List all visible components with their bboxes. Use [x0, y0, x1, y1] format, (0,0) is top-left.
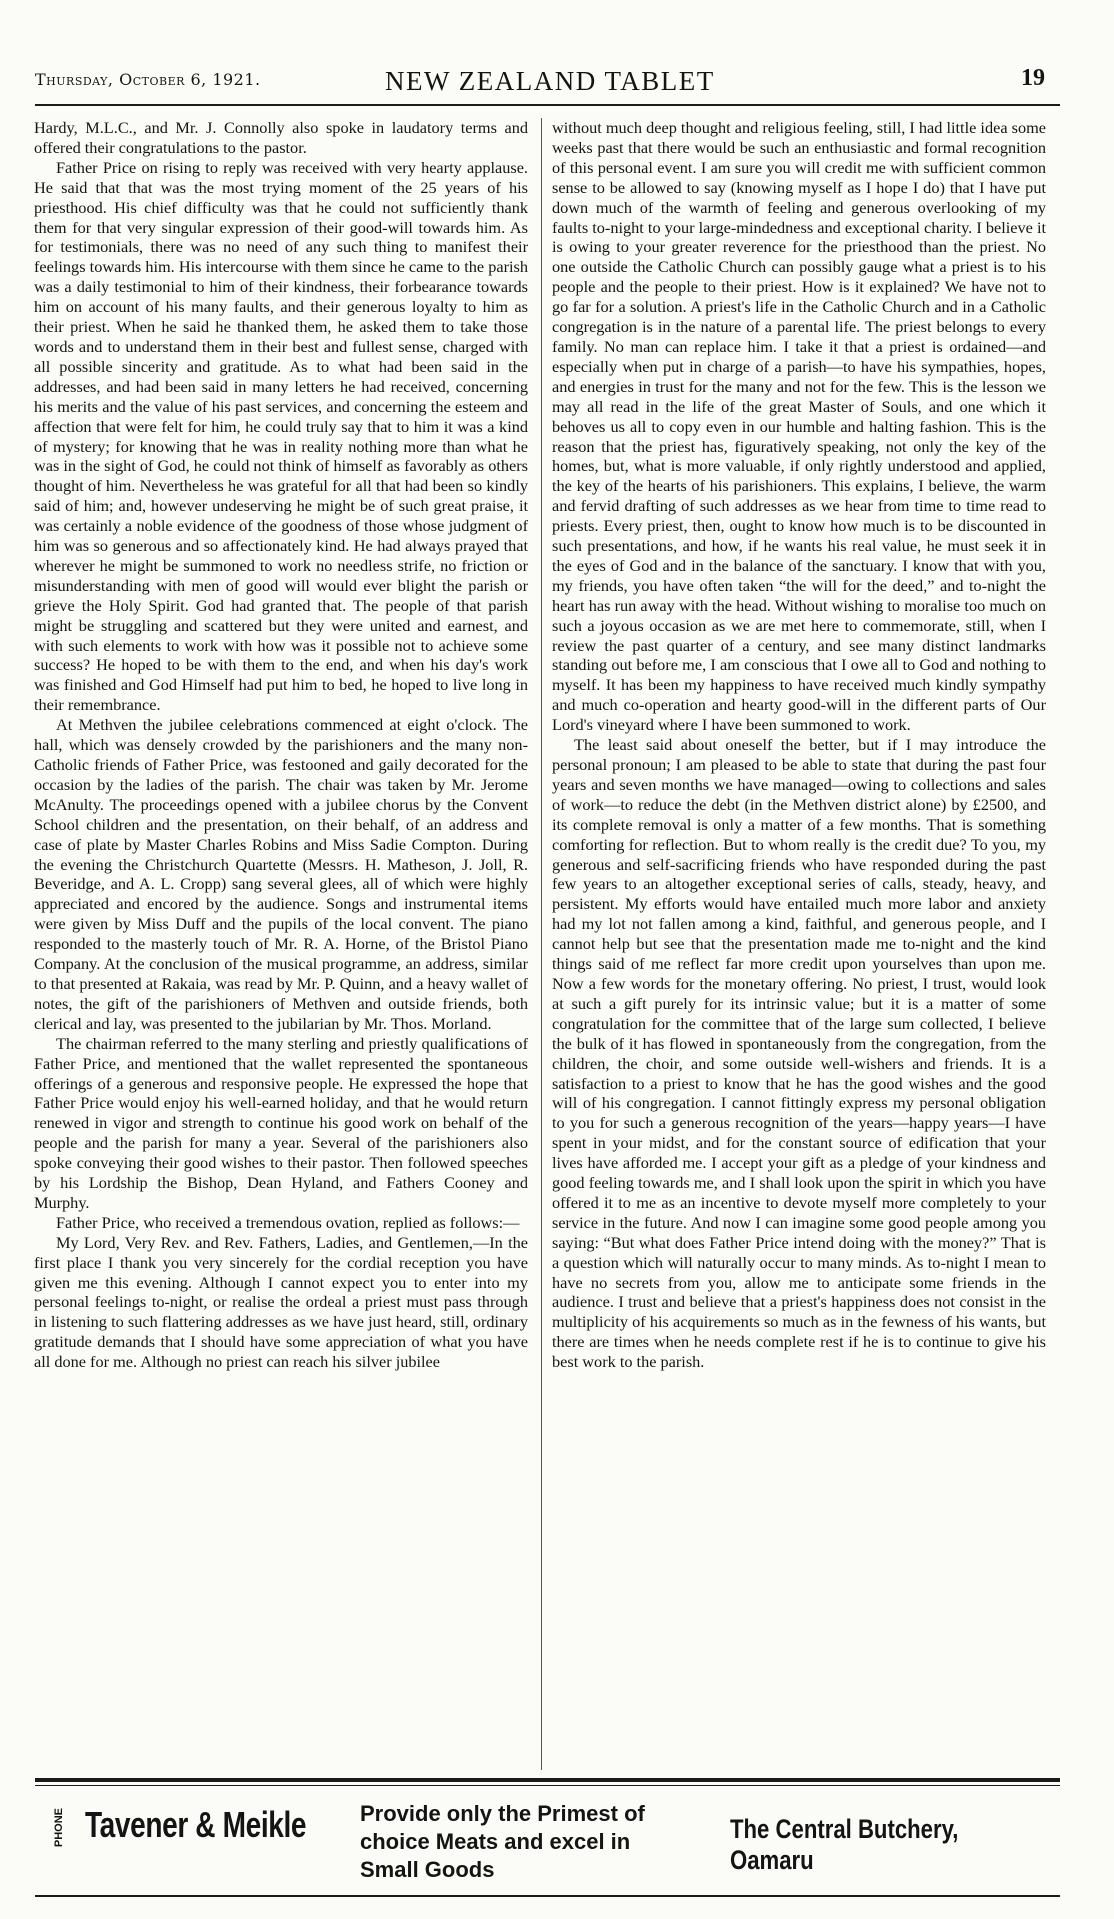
paragraph: The least said about oneself the better, but if I may introduce the personal pronoun; I am pleased to be able to state that during the past four years and seven months we have managed—owing to collections and sales of work—to reduce the debt (in the Methven district alone) by £2500, and its complete removal is only a matter of a few months. That is something comforting for reflection. But to whom really is the credit due? To you, my generous and self-sacrificing friends who have responded during the past few years to an altogether exceptional series of calls, steady, heavy, and persistent. My efforts would have entailed much more labor and anxiety had my lot not fallen among a kind, faithful, and generous people, and I cannot help but see that the presentation made me to-night and the kind things said of me reflect far more credit upon yourselves than upon me. Now a few words for the monetary offering. No priest, I trust, would look at such a gift purely for its intrinsic value; but it is a matter of some congratulation for the committee that of the large sum collected, I believe the bulk of it has flowed in spontaneously from the congregation, from the children, the choir, and some outside well-wishers and friends. It is a satisfaction to a priest to know that he has the good wishes and the good will of his congregation. I cannot fittingly express my personal obligation to you for such a generous recognition of the years—happy years—I have spent in your midst, and for the constant source of edification that your lives have afforded me. I accept your gift as a pledge of your kindness and good feeling towards me, and I shall look upon the spirit in which you have offered it to me as an incentive to devote myself more completely to your service in the future. And now I can imagine some good people among you saying: “But what does Father Price intend doing with the money?” That is a question which will naturally occur to many minds. As to-night I mean to have no secrets from you, allow me to anticipate some friends in the audience. I trust and believe that a priest's happiness does not consist in the multiplicity of his acquirements so much as in the fewness of his wants, but there are times when he needs complete rest if he is to continue to give his best work to the parish. [552, 735, 1046, 1372]
advert-shop-name: The Central Butchery, Oamaru [730, 1814, 959, 1875]
paragraph: The chairman referred to the many sterling and priestly qualifications of Father Price, and mentioned that the wallet represented the spontaneous offerings of a generous and responsive people. He expressed the hope that Father Price would enjoy his well-earned holiday, and that he would return renewed in vigor and strength to continue his good work on behalf of the people and the parish for many a year. Several of the parishioners also spoke conveying their good wishes to their pastor. Then followed speeches by his Lordship the Bishop, Dean Hyland, and Fathers Cooney and Murphy. [34, 1033, 528, 1212]
advert-top-rule-thin [35, 1785, 1060, 1786]
paragraph: Father Price, who received a tremendous ovation, replied as follows:— [56, 1212, 520, 1232]
advert-tagline: Provide only the Primest of choice Meats and excel in Small Goods [360, 1801, 645, 1882]
right-column [552, 118, 1046, 1768]
advert-side-label: PHONE [53, 1808, 65, 1848]
paragraph: My Lord, Very Rev. and Rev. Fathers, Ladies, and Gentlemen,—In the first place I thank you very sincerely for the cordial reception you have given me this evening. Although I cannot expect you to enter into my personal feelings to-night, or realise the ordeal a priest must pass through in listening to such flattering addresses as we have just heard, still, ordinary gratitude demands that I should have some appreciation of what you have all done for me. Although no priest can reach his silver jubilee [34, 1232, 528, 1372]
advertisement [35, 1792, 1060, 1887]
page-number: 19 [1021, 65, 1045, 91]
advert-top-rule [35, 1778, 1060, 1782]
page-header [35, 60, 1045, 100]
paragraph: Father Price on rising to reply was received with very hearty applause. He said that that was the most trying moment of the 25 years of his priesthood. His chief difficulty was that he could not sufficiently thank them for that very singular expression of their good-will towards him. As for testimonials, there was no need of any such thing to manifest their feelings towards him. His intercourse with them since he came to the parish was a daily testimonial to him of their kindness, their forbearance towards him on account of his many faults, and their generous loyalty to him as their priest. When he said he thanked them, he asked them to take those words and to understand them in their best and fullest sense, charged with all possible sincerity and gratitude. As to what had been said in the addresses, and had been said in many letters he had received, concerning his merits and the value of his past services, and concerning the esteem and affection that were felt for him, he could truly say that to him it was a kind of mystery; for knowing that he was in reality nothing more than what he was in the sight of God, he could not think of himself as favorably as others thought of him. Nevertheless he was grateful for all that had been so kindly said of him; and, however undeserving he might be of such great praise, it was certainly a noble evidence of the goodness of those whose judgment of him was so generous and so affectionately kind. He had always prayed that wherever he might be summoned to work no needless strife, no friction or misunderstanding with men of good will would ever blight the parish or grieve the Holy Spirit. God had granted that. The people of that parish might be struggling and scattered but they were united and earnest, and with such elements to work with how was it possible not to achieve some success? He hoped to be with them to the end, and when his day's work was finished and God Himself had put him to bed, he hoped to live long in their remembrance. [34, 157, 528, 715]
advert-business-name: Tavener & Meikle [85, 1804, 307, 1845]
header-rule [35, 104, 1060, 106]
paragraph: At Methven the jubilee celebrations commenced at eight o'clock. The hall, which was densely crowded by the parishioners and the many non-Catholic friends of Father Price, was festooned and gaily decorated for the occasion by the ladies of the parish. The chair was taken by Mr. Jerome McAnulty. The proceedings opened with a jubilee chorus by the Convent School children and the presentation, on their behalf, of an address and case of plate by Master Charles Robins and Miss Sadie Compton. During the evening the Christchurch Quartette (Messrs. H. Matheson, J. Joll, R. Beveridge, and A. L. Cropp) sang several glees, all of which were highly appreciated and encored by the audience. Songs and instrumental items were given by Miss Duff and the pupils of the local convent. The piano responded to the masterly touch of Mr. R. A. Horne, of the Bristol Piano Company. At the conclusion of the musical programme, an address, similar to that presented at Rakaia, was read by Mr. P. Quinn, and a heavy wallet of notes, the gift of the parishioners of Methven and outside friends, both clerical and lay, was presented to the jubilarian by Mr. Thos. Morland. [34, 715, 528, 1033]
column-rule [541, 118, 542, 1770]
paragraph: Hardy, M.L.C., and Mr. J. Connolly also spoke in laudatory terms and offered their congratulations to the pastor. [34, 118, 528, 157]
left-column [34, 118, 528, 1768]
advert-bottom-rule [35, 1895, 1060, 1897]
paragraph: without much deep thought and religious feeling, still, I had little idea some weeks past that there would be such an enthusiastic and formal recognition of this personal event. I am sure you will credit me with sufficient common sense to be allowed to say (knowing myself as I hope I do) that I have put down much of the warmth of feeling and generous overlooking of my faults to-night to your large-mindedness and exceptional charity. I believe it is owing to your greater reverence for the priesthood than the priest. No one outside the Catholic Church can possibly gauge what a priest is to his people and the people to their priest. How is it explained? We have not to go far for a solution. A priest's life in the Catholic Church and in a Catholic congregation is in the nature of a parental life. The priest belongs to every family. No man can replace him. I take it that a priest is ordained—and especially when put in charge of a parish—to have his sympathies, hopes, and energies in trust for the many and not for the few. This is the lesson we may all read in the life of the great Master of Souls, and one which it behoves us all to copy even in our humble and halting fashion. This is the reason that the priest has, figuratively speaking, not only the key of the homes, but, what is more valuable, if only rightly understood and applied, the key of the hearts of his parishioners. This explains, I believe, the warm and fervid drafting of such addresses as we hear from time to time read to priests. Every priest, then, ought to know how much is to be discounted in such presentations, and how, if he wants his real value, he must seek it in the eyes of God and in the balance of the sanctuary. I know that with you, my friends, you have often taken “the will for the deed,” and to-night the heart has run away with the head. Without wishing to moralise too much on such a joyous occasion as we are met here to commemorate, still, when I review the past quarter of a century, and see many distinct landmarks standing out before me, I am conscious that I owe all to God and nothing to myself. It has been my happiness to have received much kindly sympathy and much co-operation and hearty good-will in the different parts of Our Lord's vineyard where I have been summoned to work. [552, 118, 1046, 735]
issue-date: Thursday, October 6, 1921. [35, 70, 261, 89]
masthead-title: NEW ZEALAND TABLET [385, 66, 715, 96]
